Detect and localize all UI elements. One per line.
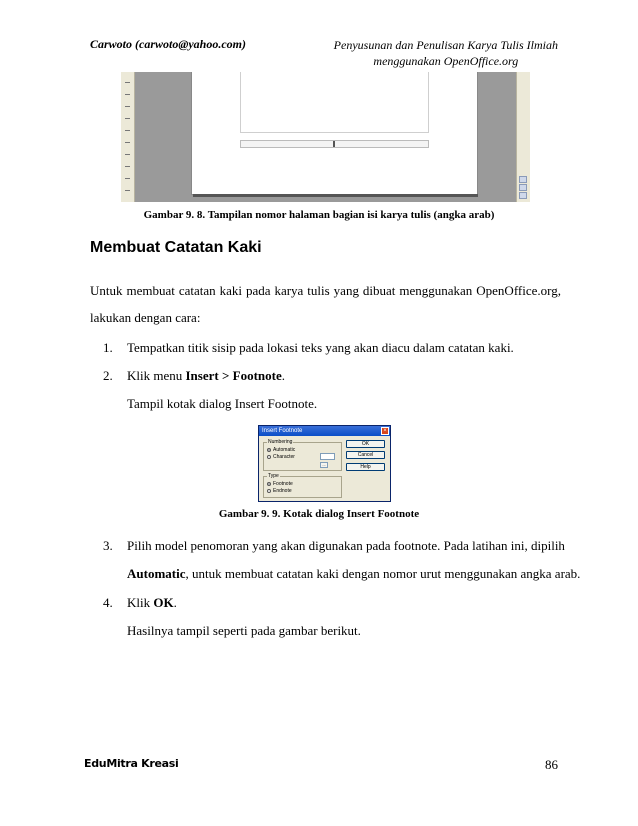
- section-title: Membuat Catatan Kaki: [90, 239, 262, 256]
- step-4-number: 4.: [103, 595, 113, 610]
- scroll-up-icon: [519, 176, 527, 183]
- footer-area: [240, 140, 429, 148]
- page-number: 86: [545, 757, 558, 772]
- vertical-ruler: [121, 72, 135, 202]
- scroll-down-icon: [519, 192, 527, 199]
- step-3-number: 3.: [103, 538, 113, 553]
- figure-page-number-screenshot: [121, 72, 530, 202]
- step-4-ok: OK: [153, 595, 174, 610]
- numbering-group: [263, 439, 342, 471]
- step-2-text: [127, 368, 285, 384]
- step-4-post: .: [173, 595, 177, 610]
- step-3-rest: , untuk membuat catatan kaki dengan nomor urut menggunakan angka arab.: [185, 566, 581, 581]
- help-button[interactable]: Help: [346, 463, 385, 471]
- step-4-pre: Klik: [127, 595, 154, 610]
- step-1-number: 1.: [103, 340, 113, 355]
- text-area-boundary: [240, 72, 429, 133]
- step-3-line2: [127, 566, 580, 582]
- header-title-line1: Penyusunan dan Penulisan Karya Tulis Ilmiah: [333, 38, 558, 52]
- step-4-sub: Hasilnya tampil seperti pada gambar berikut.: [127, 623, 361, 638]
- dialog-titlebar: [259, 426, 390, 436]
- header-title: [334, 37, 558, 69]
- page-shadow: [193, 194, 478, 197]
- numbering-label: Numbering: [268, 439, 293, 445]
- step-1-text: Tempatkan titik sisip pada lokasi teks yang akan diacu dalam catatan kaki.: [127, 340, 514, 355]
- step-2-number: 2.: [103, 368, 113, 383]
- step-2-pre: Klik menu: [127, 368, 186, 383]
- step-2-menu: Insert > Footnote: [185, 368, 282, 383]
- radio-empty-icon: [267, 489, 271, 493]
- vertical-scrollbar: [516, 72, 530, 202]
- step-3-line1: Pilih model penomoran yang akan digunakan pada footnote. Pada latihan ini, dipilih: [127, 538, 565, 553]
- dialog-title: Insert Footnote: [262, 428, 303, 434]
- automatic-label: Automatic: [273, 447, 296, 453]
- step-2-sub: Tampil kotak dialog Insert Footnote.: [127, 396, 318, 411]
- intro-line1: Untuk membuat catatan kaki pada karya tulis yang dibuat menggunakan OpenOffice.org,: [90, 283, 561, 298]
- document-page: [191, 72, 478, 195]
- step-3-option: Automatic: [127, 566, 186, 581]
- character-label: Character: [273, 454, 295, 460]
- character-browse-button[interactable]: ...: [320, 462, 328, 468]
- type-group: [263, 473, 342, 498]
- insert-footnote-dialog: [258, 425, 391, 502]
- ok-button[interactable]: OK: [346, 440, 385, 448]
- header-author: Carwoto (carwoto@yahoo.com): [90, 37, 246, 51]
- step-2-post: .: [281, 368, 285, 383]
- automatic-radio[interactable]: [267, 447, 295, 453]
- scroll-page-icon: [519, 184, 527, 191]
- figure2-caption: Gambar 9. 9. Kotak dialog Insert Footnote: [218, 508, 420, 520]
- radio-empty-icon: [267, 455, 271, 459]
- footnote-radio[interactable]: [267, 481, 293, 487]
- close-icon[interactable]: ×: [381, 427, 389, 435]
- figure1-caption: Gambar 9. 8. Tampilan nomor halaman bagian isi karya tulis (angka arab): [143, 209, 495, 221]
- radio-selected-icon: [267, 482, 271, 486]
- cancel-button[interactable]: Cancel: [346, 451, 385, 459]
- character-radio[interactable]: [267, 454, 295, 460]
- intro-line2: lakukan dengan cara:: [90, 310, 201, 325]
- endnote-label: Endnote: [273, 488, 292, 494]
- footnote-label: Footnote: [273, 481, 293, 487]
- header-title-line2: menggunakan OpenOffice.org: [373, 54, 519, 68]
- step-4-text: [127, 595, 177, 611]
- page-number-field: [333, 141, 335, 147]
- publisher-logo: EduMitra Kreasi: [84, 757, 179, 770]
- character-input[interactable]: [320, 453, 335, 460]
- type-label: Type: [268, 473, 279, 479]
- radio-selected-icon: [267, 448, 271, 452]
- endnote-radio[interactable]: [267, 488, 292, 494]
